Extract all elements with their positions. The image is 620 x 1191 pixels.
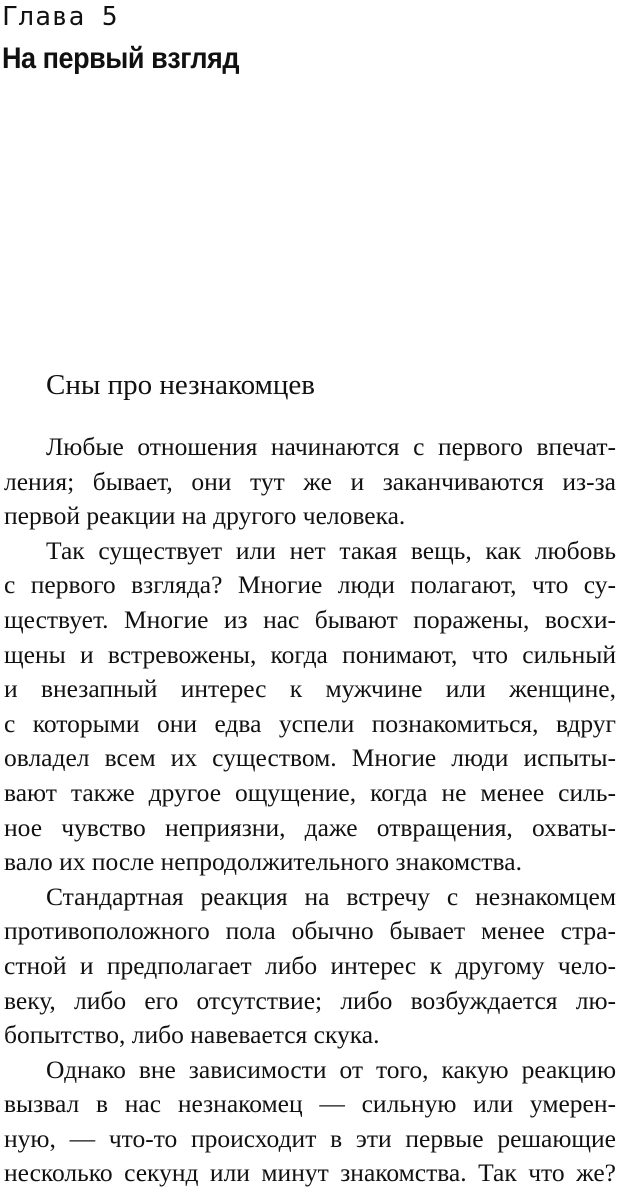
text-line: овладел всем их существом. Многие люди испыты- [4,743,616,773]
text-line: ную, — что-то происходит в эти первые решающие [4,1123,616,1153]
chapter-label: Глава 5 [2,2,119,32]
text-line: вало их после непродолжительного знакомства. [4,847,522,877]
body-text [4,430,616,1191]
text-line: первой реакции на другого человека. [4,501,406,531]
text-line: ществует. Многие из нас бывают поражены, восхи- [4,604,616,634]
text-line: бопытство, либо навевается скука. [4,1020,380,1050]
text-line: Стандартная реакция на встречу с незнакомцем [46,881,616,911]
chapter-title: На первый взгляд [2,42,240,75]
text-line: Любые отношения начинаются с первого впечат- [46,432,616,461]
text-line: ления; бывает, они тут же и заканчиваются из-за [4,466,616,496]
text-line: вают также другое ощущение, когда не менее силь- [4,777,616,807]
text-line: Однако вне зависимости от того, какую реакцию [46,1054,616,1084]
text-line: несколько секунд или минут знакомства. Так что же? [4,1158,616,1188]
text-line: противоположного пола обычно бывает менее стра- [4,916,616,946]
section-heading: Сны про незнакомцев [46,369,315,401]
text-line: вызвал в нас незнакомец — сильную или умерен- [4,1089,616,1119]
text-line: веку, либо его отсутствие; либо возбуждается лю- [4,985,616,1015]
text-line: Так существует или нет такая вещь, как любовь [46,535,616,565]
text-line: стной и предполагает либо интерес к другому чело- [4,950,616,980]
text-line: с которыми они едва успели познакомиться, вдруг [4,708,616,738]
text-line: ное чувство неприязни, даже отвращения, охваты- [4,812,616,842]
text-line: с первого взгляда? Многие люди полагают, что су- [4,570,616,600]
text-line: и внезапный интерес к мужчине или женщине, [4,674,616,704]
text-line: щены и встревожены, когда понимают, что сильный [4,639,616,669]
